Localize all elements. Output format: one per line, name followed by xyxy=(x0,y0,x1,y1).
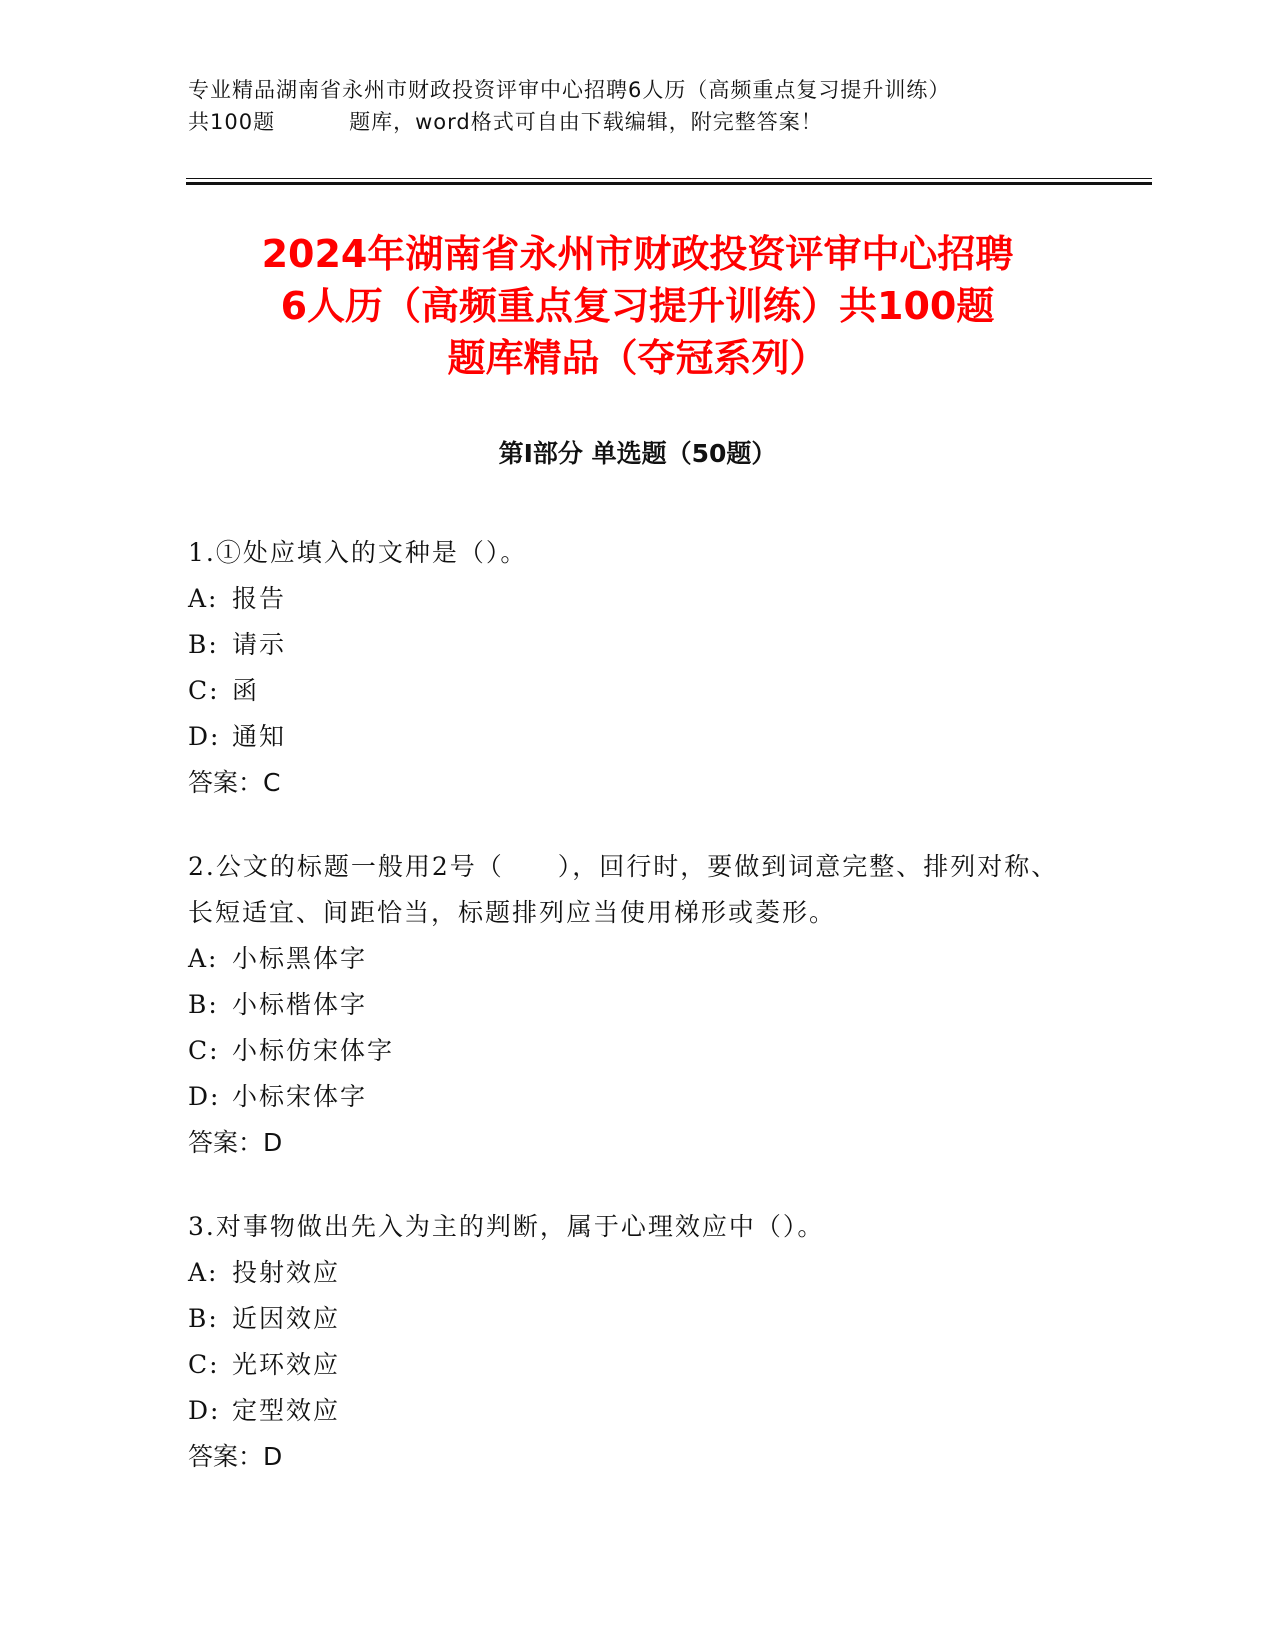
option-key: A: xyxy=(188,1258,219,1287)
title-line-1: 2024年湖南省永州市财政投资评审中心招聘 xyxy=(261,232,1014,276)
question-stem: 3.对事物做出先入为主的判断，属于心理效应中（）。 xyxy=(188,1212,825,1241)
option-text: 小标黑体字 xyxy=(232,944,368,973)
title-line-3: 题库精品（夺冠系列） xyxy=(447,336,828,380)
title-line-2: 6人历（高频重点复习提升训练）共100题 xyxy=(280,284,995,328)
option-key: C: xyxy=(188,676,220,705)
option-text: 近因效应 xyxy=(232,1304,341,1333)
option-text: 通知 xyxy=(232,722,287,751)
option-key: A: xyxy=(188,944,219,973)
header-divider-thin xyxy=(186,178,1152,179)
option-text: 报告 xyxy=(232,584,287,613)
option-a xyxy=(188,576,1068,622)
option-key: C: xyxy=(188,1036,220,1065)
question-stem: 1.①处应填入的文种是（）。 xyxy=(188,538,528,567)
header-line-2 xyxy=(188,106,1088,138)
section-heading: 第I部分 单选题（50题） xyxy=(498,439,777,468)
option-text: 函 xyxy=(232,676,260,705)
option-text: 请示 xyxy=(232,630,287,659)
question-3 xyxy=(188,1204,1068,1480)
question-2 xyxy=(188,844,1068,1166)
option-d xyxy=(188,1074,1068,1120)
option-b xyxy=(188,982,1068,1028)
option-c xyxy=(188,1342,1068,1388)
option-key: A: xyxy=(188,584,219,613)
option-key: D: xyxy=(188,1396,221,1425)
header-question-count: 共100题 xyxy=(188,110,276,134)
option-text: 小标宋体字 xyxy=(232,1082,368,1111)
option-key: D: xyxy=(188,1082,221,1111)
question-1 xyxy=(188,530,1068,806)
option-text: 投射效应 xyxy=(232,1258,341,1287)
answer-line: 答案：D xyxy=(188,1442,283,1471)
answer-line: 答案：C xyxy=(188,768,281,797)
option-key: C: xyxy=(188,1350,220,1379)
option-key: D: xyxy=(188,722,221,751)
document-header xyxy=(188,74,1088,138)
option-a xyxy=(188,1250,1068,1296)
question-list xyxy=(188,530,1068,1518)
option-a xyxy=(188,936,1068,982)
option-b xyxy=(188,1296,1068,1342)
option-c xyxy=(188,668,1068,714)
question-stem: 2.公文的标题一般用2号（ ），回行时，要做到词意完整、排列对称、长短适宜、间距恰当，标题排列应当使用梯形或菱形。 xyxy=(188,852,1059,927)
option-text: 定型效应 xyxy=(232,1396,341,1425)
option-b xyxy=(188,622,1068,668)
option-text: 光环效应 xyxy=(232,1350,341,1379)
option-c xyxy=(188,1028,1068,1074)
option-d xyxy=(188,714,1068,760)
header-divider-thick xyxy=(186,182,1152,185)
header-format-note: 题库，word格式可自由下载编辑，附完整答案！ xyxy=(349,110,823,134)
option-d xyxy=(188,1388,1068,1434)
option-key: B: xyxy=(188,630,219,659)
option-key: B: xyxy=(188,990,219,1019)
answer-line: 答案：D xyxy=(188,1128,283,1157)
header-line-1: 专业精品湖南省永州市财政投资评审中心招聘6人历（高频重点复习提升训练） xyxy=(188,78,951,102)
option-text: 小标楷体字 xyxy=(232,990,368,1019)
option-key: B: xyxy=(188,1304,219,1333)
document-title xyxy=(160,228,1115,384)
option-text: 小标仿宋体字 xyxy=(232,1036,395,1065)
